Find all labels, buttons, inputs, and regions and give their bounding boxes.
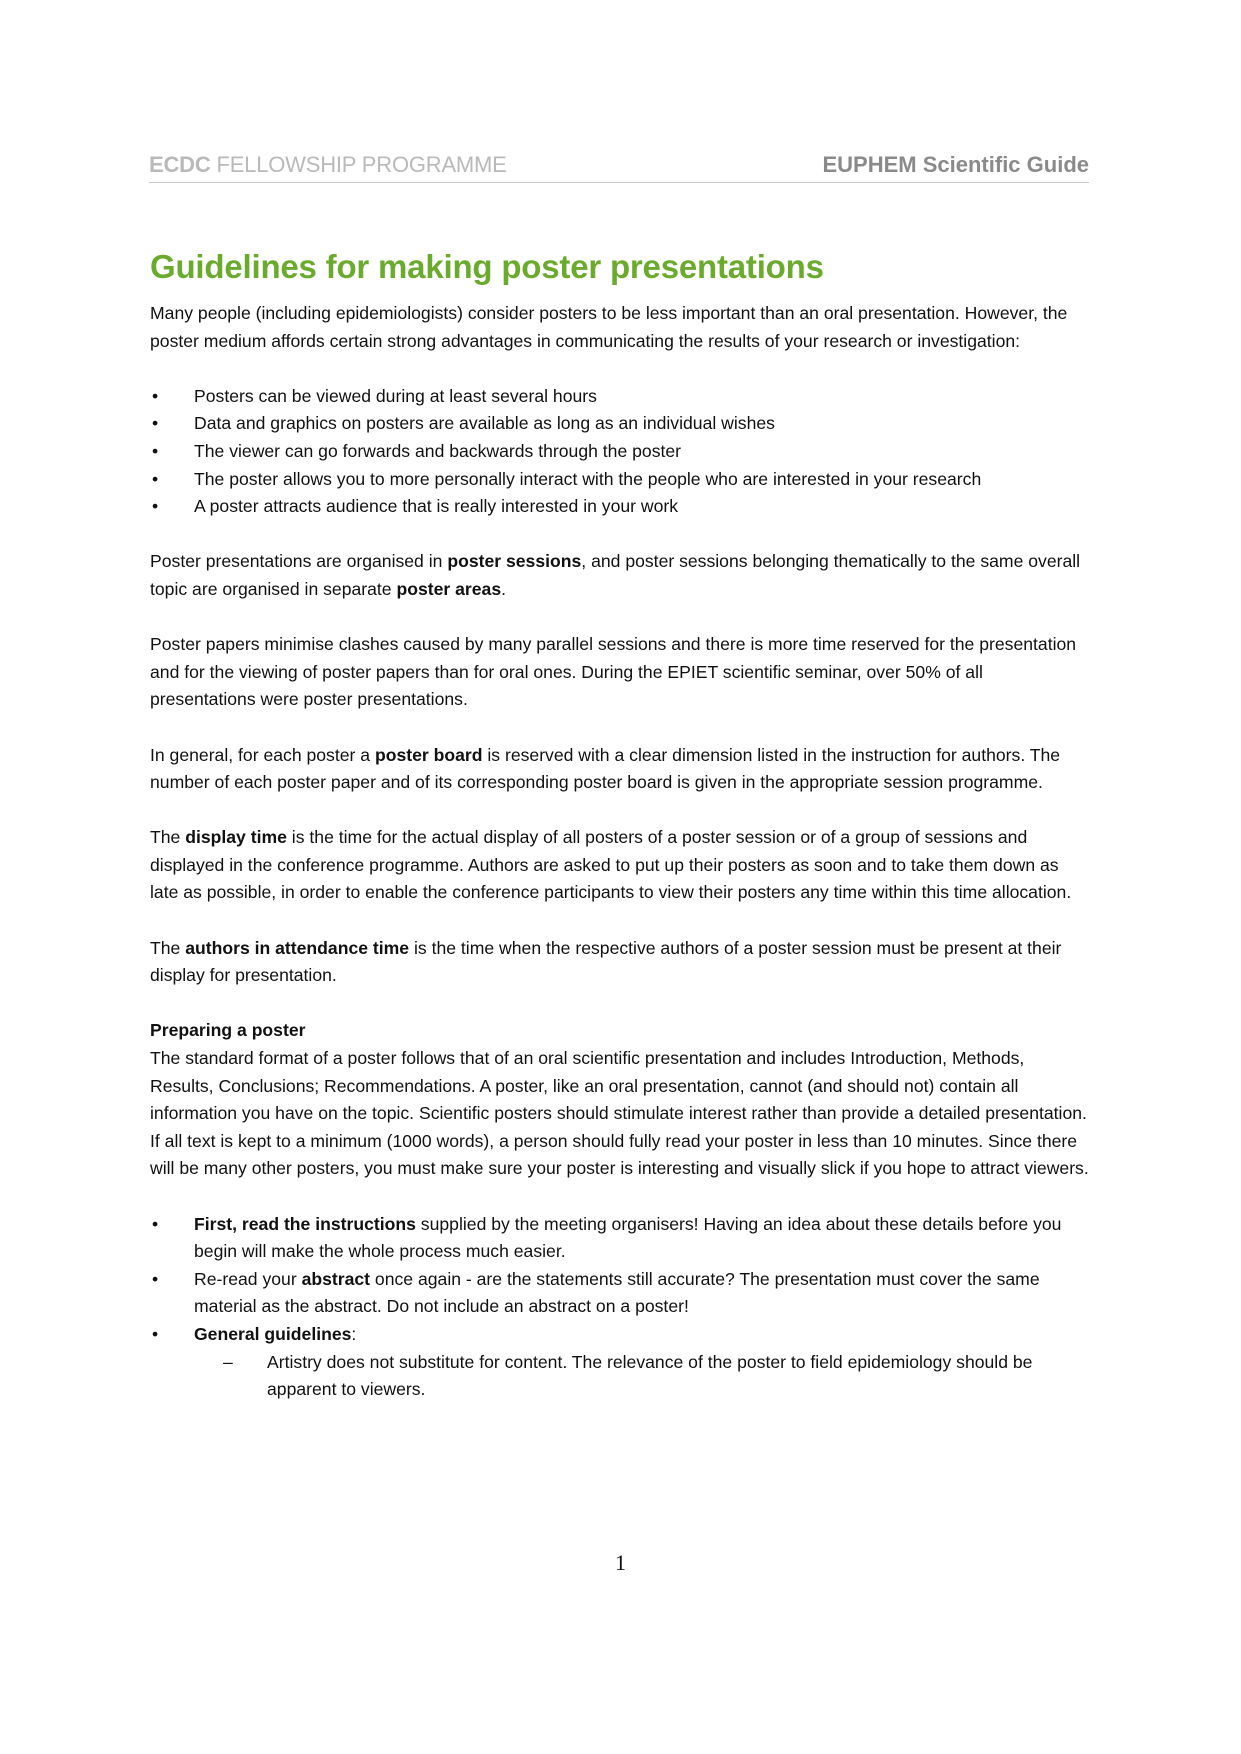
text: once again - are the statements still accurate? The presentation must cover the same material as the abstract. Do not include an abstract on a poster! [194, 1268, 1040, 1317]
list-item: • Posters can be viewed during at least several hours [150, 383, 1090, 411]
list-item [150, 1349, 1090, 1404]
term-authors-in-attendance: authors in attendance time [185, 937, 410, 958]
list-item [150, 1211, 1090, 1266]
text: . [501, 578, 507, 599]
term-poster-sessions: poster sessions [447, 551, 582, 572]
page-number: 1 [615, 1550, 626, 1575]
text: In general, for each poster a [150, 744, 375, 765]
list-item: • The poster allows you to more personally interact with the people who are interested in your research [150, 466, 1090, 494]
text: Artistry does not substitute for content. The relevance of the poster to field epidemiology should be apparent to viewers. [267, 1351, 1033, 1400]
text: is the time for the actual display of all posters of a poster session or of a group of sessions and displayed in the conference programme. Authors are asked to put up their posters as soon and to take them down as late as possible, in order to enable the conference participants to view their posters any time within this time allocation. [150, 827, 1072, 903]
page-title: Guidelines for making poster presentations [150, 248, 824, 285]
text: , and poster sessions belonging thematically to the same overall topic are organised in separate [150, 551, 1081, 599]
tip-bold: abstract [301, 1268, 371, 1289]
page-header [149, 150, 1089, 183]
header-fellowship: FELLOWSHIP PROGRAMME [210, 152, 507, 177]
dash-marker: – [223, 1351, 233, 1372]
text: is reserved with a clear dimension listed in the instruction for authors. The number of each poster paper and of its corresponding poster board is given in the appropriate session programme. [150, 744, 1061, 793]
tip-bold: General guidelines [194, 1323, 352, 1344]
list-item: • A poster attracts audience that is really interested in your work [150, 493, 1090, 521]
display-time-paragraph [150, 824, 1090, 907]
intro-paragraph: Many people (including epidemiologists) consider posters to be less important than an oral presentation. However, the poster medium affords certain strong advantages in communicating the results of your research or investigation: [150, 303, 1068, 351]
term-poster-areas: poster areas [396, 578, 502, 599]
advantages-list [150, 383, 1090, 521]
text: Poster presentations are organised in [150, 551, 448, 572]
board-paragraph [150, 742, 1090, 797]
list-item [150, 1321, 1090, 1404]
attendance-paragraph [150, 935, 1090, 990]
list-item: • Data and graphics on posters are available as long as an individual wishes [150, 410, 1090, 438]
section-heading-preparing: Preparing a poster [150, 1020, 306, 1041]
tip-bold: First, read the instructions [194, 1213, 416, 1234]
sessions-paragraph [150, 548, 1090, 603]
text: The [150, 827, 186, 848]
text: : [351, 1323, 357, 1344]
header-programme-name [149, 152, 507, 178]
header-guide-title: EUPHEM Scientific Guide [822, 152, 1089, 177]
general-guidelines-list [194, 1349, 1090, 1404]
text: The [150, 937, 186, 958]
list-item: • The viewer can go forwards and backwards through the poster [150, 438, 1090, 466]
list-item [150, 1266, 1090, 1321]
header-ecdc: ECDC [149, 152, 211, 177]
preparing-paragraph: The standard format of a poster follows that of an oral scientific presentation and includes Introduction, Methods, Results, Conclusions; Recommendations. A poster, like an oral presentation, cannot (and should not) contain all information you have on the topic. Scientific posters should stimulate interest rather than provide a detailed presentation. If all text is kept to a minimum (1000 words), a person should fully read your poster in less than 10 minutes. Since there will be many other posters, you must make sure your poster is interesting and visually slick if you hope to attract viewers. [150, 1048, 1089, 1179]
term-poster-board: poster board [374, 744, 483, 765]
document-body [150, 248, 1090, 1404]
text: is the time when the respective authors of a poster session must be present at their display for presentation. [150, 937, 1062, 986]
tips-list [150, 1211, 1090, 1404]
text: Re-read your [194, 1268, 302, 1289]
term-display-time: display time [185, 827, 287, 848]
clashes-paragraph: Poster papers minimise clashes caused by many parallel sessions and there is more time reserved for the presentation and for the viewing of poster papers than for oral ones. During the EPIET scientific seminar, over 50% of all presentations were poster presentations. [150, 634, 1077, 710]
text: supplied by the meeting organisers! Having an idea about these details before you begin will make the whole process much easier. [194, 1213, 1062, 1262]
